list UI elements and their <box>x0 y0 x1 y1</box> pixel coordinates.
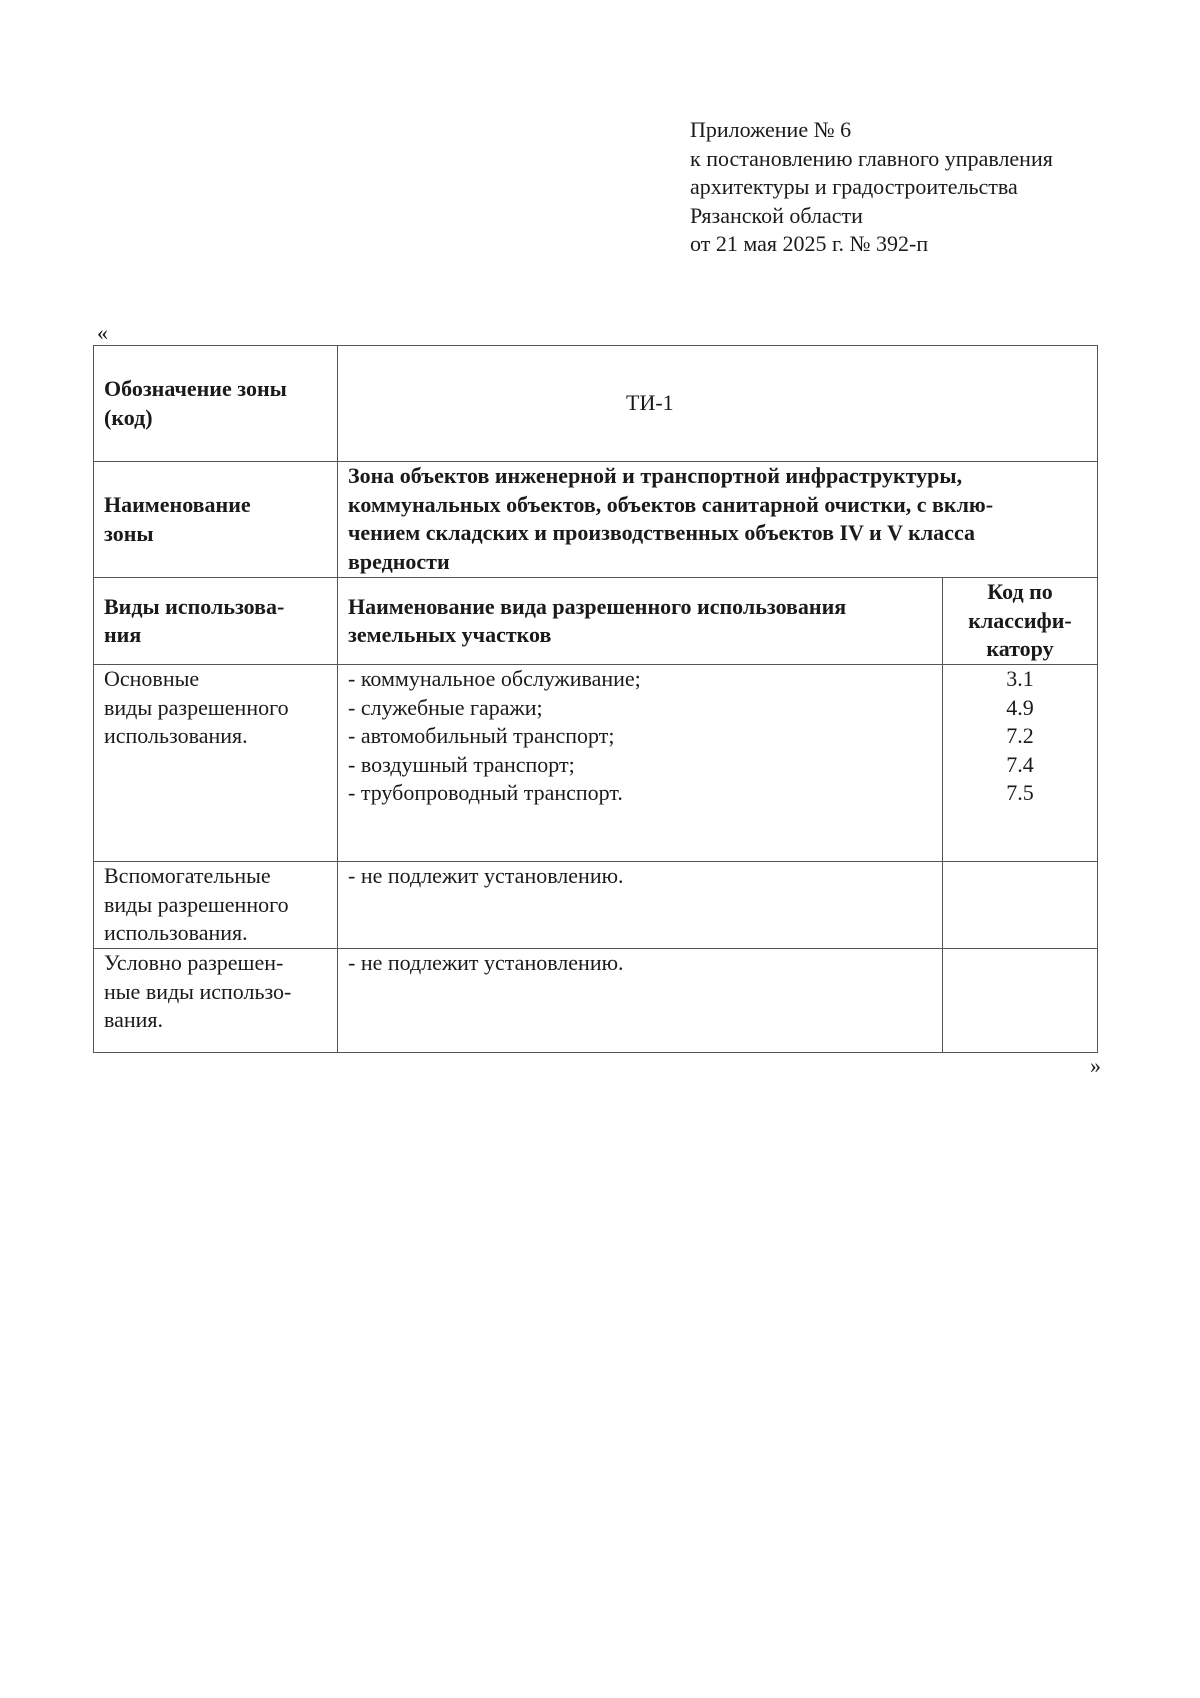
auxiliary-uses-code <box>943 862 1098 949</box>
classifier-code: 4.9 <box>1006 694 1034 720</box>
appendix-line: к постановлению главного управления <box>690 145 1053 171</box>
list-item: - служебные гаражи; <box>348 694 543 720</box>
zone-code-label: Обозначение зоны (код) <box>94 346 338 462</box>
main-uses-codes <box>943 665 1098 862</box>
main-uses-label: Основные виды разрешенного использования. <box>94 665 338 862</box>
auxiliary-uses-value: - не подлежит установлению. <box>338 862 943 949</box>
header-classifier-code: Код по классифи- катору <box>943 578 1098 665</box>
zone-code-row <box>94 346 1098 462</box>
column-header-row <box>94 578 1098 665</box>
zone-code-value: ТИ-1 <box>626 390 674 416</box>
opening-quote: « <box>97 320 108 345</box>
appendix-line: Приложение № 6 <box>690 117 852 142</box>
list-item: - коммунальное обслуживание; <box>348 666 641 691</box>
zone-name-label: Наименование зоны <box>94 462 338 578</box>
closing-quote: » <box>1090 1053 1101 1078</box>
conditional-uses-row <box>94 949 1098 1053</box>
classifier-code: 3.1 <box>1006 666 1034 691</box>
conditional-uses-value: - не подлежит установлению. <box>338 949 943 1053</box>
main-uses-row <box>94 665 1098 862</box>
appendix-line: архитектуры и градостроительства <box>690 174 1018 199</box>
classifier-code: 7.4 <box>1006 751 1034 777</box>
header-usage-types: Виды использова- ния <box>94 578 338 665</box>
auxiliary-uses-label: Вспомогательные виды разрешенного использования. <box>94 862 338 949</box>
list-item: - автомобильный транспорт; <box>348 723 615 748</box>
zone-code-value-cell <box>338 346 1098 462</box>
conditional-uses-label: Условно разрешен- ные виды использо- вания. <box>94 949 338 1053</box>
main-uses-list <box>338 665 943 862</box>
auxiliary-uses-row <box>94 862 1098 949</box>
classifier-code: 7.2 <box>1006 723 1034 748</box>
zone-table <box>93 345 1098 1053</box>
zone-name-row <box>94 462 1098 578</box>
appendix-line: Рязанской области <box>690 202 863 228</box>
list-item: - трубопроводный транспорт. <box>348 780 623 805</box>
zone-name-value: Зона объектов инженерной и транспортной инфраструктуры, коммунальных объектов, объектов санитарной очистки, с вклю- чением складских и производственных объектов IV и V класса вредности <box>338 462 1098 578</box>
appendix-header <box>690 116 1053 259</box>
appendix-line: от 21 мая 2025 г. № 392-п <box>690 231 929 256</box>
conditional-uses-code <box>943 949 1098 1053</box>
classifier-code: 7.5 <box>1006 780 1034 805</box>
header-usage-name: Наименование вида разрешенного использования земельных участков <box>338 578 943 665</box>
list-item: - воздушный транспорт; <box>348 751 575 777</box>
